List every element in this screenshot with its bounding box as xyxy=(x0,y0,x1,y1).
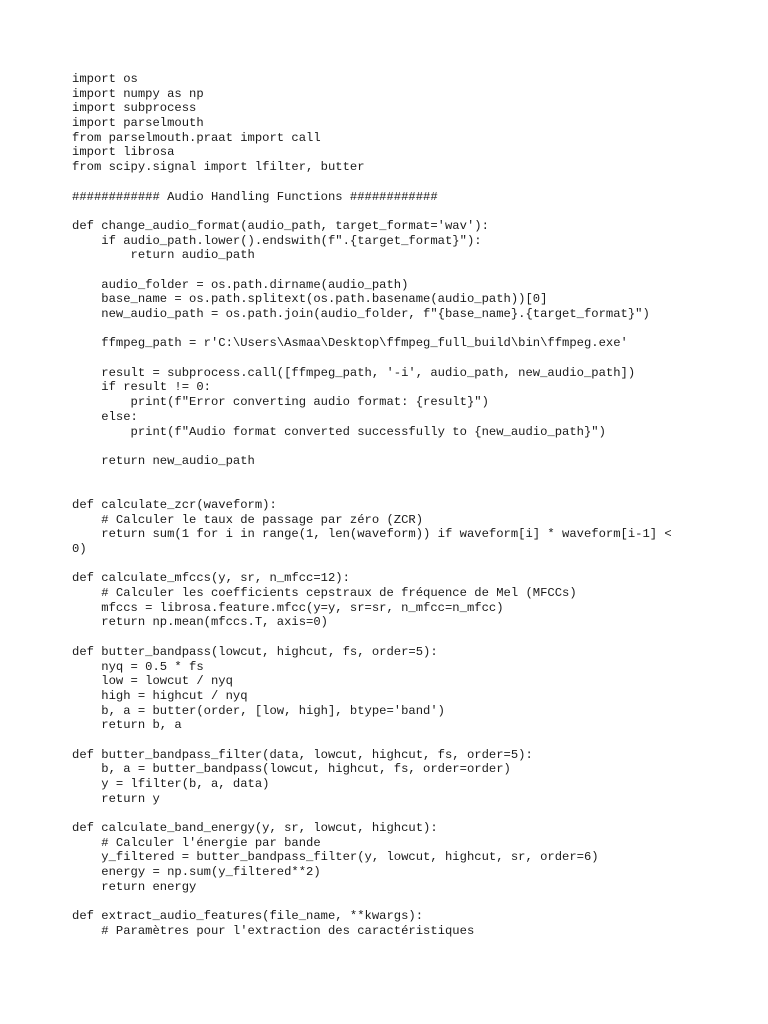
code-line: ############ Audio Handling Functions ############ xyxy=(72,189,438,204)
code-line: import librosa xyxy=(72,145,175,160)
code-line xyxy=(72,175,752,190)
code-line xyxy=(72,806,752,821)
code-line xyxy=(72,557,752,572)
code-line: return sum(1 for i in range(1, len(waveform)) if waveform[i] * waveform[i-1] < xyxy=(72,527,672,542)
code-line: return y xyxy=(72,791,160,806)
code-line: def calculate_zcr(waveform): xyxy=(72,497,277,512)
code-line: from scipy.signal import lfilter, butter xyxy=(72,160,365,175)
code-line xyxy=(72,483,752,498)
code-line: # Calculer le taux de passage par zéro (ZCR) xyxy=(72,512,424,527)
code-line xyxy=(72,469,752,484)
code-line: ffmpeg_path = r'C:\Users\Asmaa\Desktop\ffmpeg_full_build\bin\ffmpeg.exe' xyxy=(72,336,628,351)
code-line: return new_audio_path xyxy=(72,453,255,468)
code-line: new_audio_path = os.path.join(audio_folder, f"{base_name}.{target_format}") xyxy=(72,307,650,321)
code-line: def butter_bandpass(lowcut, highcut, fs, order=5): xyxy=(72,644,438,659)
code-line: def calculate_mfccs(y, sr, n_mfcc=12): xyxy=(72,571,350,586)
code-line: return b, a xyxy=(72,718,182,733)
code-line: y = lfilter(b, a, data) xyxy=(72,777,270,791)
code-line: # Calculer les coefficients cepstraux de fréquence de Mel (MFCCs) xyxy=(72,586,577,601)
code-line: import os xyxy=(72,72,138,86)
code-line: energy = np.sum(y_filtered**2) xyxy=(72,865,321,880)
code-line: import numpy as np xyxy=(72,86,204,101)
code-line: print(f"Audio format converted successfully to {new_audio_path}") xyxy=(72,424,606,439)
code-line: 0) xyxy=(72,542,87,556)
code-line xyxy=(72,351,752,366)
code-line: if audio_path.lower().endswith(f".{target_format}"): xyxy=(72,233,482,248)
code-line: y_filtered = butter_bandpass_filter(y, lowcut, highcut, sr, order=6) xyxy=(72,850,599,865)
code-line: audio_folder = os.path.dirname(audio_path) xyxy=(72,277,409,292)
code-line: import parselmouth xyxy=(72,116,204,131)
code-line: def extract_audio_features(file_name, **kwargs): xyxy=(72,909,424,924)
code-line: def butter_bandpass_filter(data, lowcut, highcut, fs, order=5): xyxy=(72,747,533,762)
code-line: result = subprocess.call([ffmpeg_path, '-i', audio_path, new_audio_path]) xyxy=(72,365,636,380)
code-line: mfccs = librosa.feature.mfcc(y=y, sr=sr, n_mfcc=n_mfcc) xyxy=(72,600,504,615)
code-line: base_name = os.path.splitext(os.path.basename(audio_path))[0] xyxy=(72,292,548,307)
code-line: high = highcut / nyq xyxy=(72,688,248,703)
code-line xyxy=(72,204,752,219)
code-line xyxy=(72,895,752,910)
code-line: return audio_path xyxy=(72,248,255,263)
code-line: nyq = 0.5 * fs xyxy=(72,659,204,674)
code-line: # Calculer l'énergie par bande xyxy=(72,835,321,850)
code-listing xyxy=(72,72,752,939)
code-line xyxy=(72,322,752,337)
code-line xyxy=(72,263,752,278)
code-line xyxy=(72,733,752,748)
code-line: def change_audio_format(audio_path, target_format='wav'): xyxy=(72,218,489,233)
code-line: return np.mean(mfccs.T, axis=0) xyxy=(72,615,328,630)
code-line: print(f"Error converting audio format: {result}") xyxy=(72,395,489,410)
code-line: import subprocess xyxy=(72,101,197,116)
code-line: low = lowcut / nyq xyxy=(72,674,233,689)
code-line: b, a = butter_bandpass(lowcut, highcut, fs, order=order) xyxy=(72,762,511,777)
code-line: from parselmouth.praat import call xyxy=(72,130,321,145)
code-line xyxy=(72,439,752,454)
code-line xyxy=(72,630,752,645)
code-line: # Paramètres pour l'extraction des caractéristiques xyxy=(72,923,475,938)
code-line: else: xyxy=(72,409,138,424)
code-line: b, a = butter(order, [low, high], btype='band') xyxy=(72,703,445,718)
code-line: def calculate_band_energy(y, sr, lowcut, highcut): xyxy=(72,821,438,836)
code-line: if result != 0: xyxy=(72,380,211,395)
code-line: return energy xyxy=(72,879,197,894)
